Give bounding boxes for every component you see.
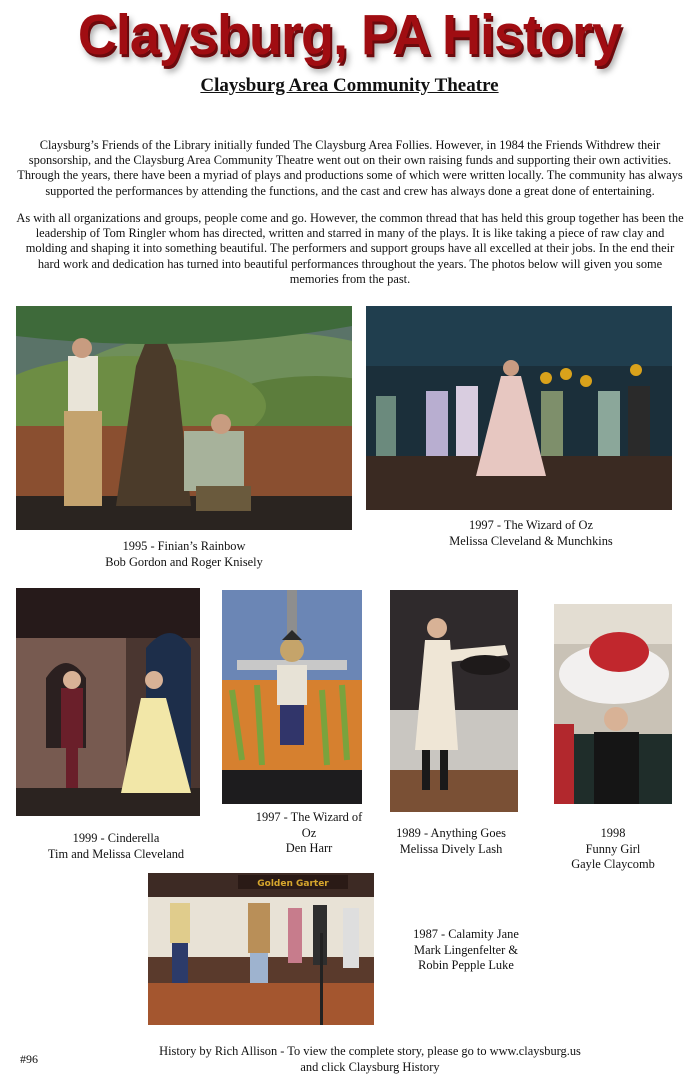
photo-funny-girl	[554, 604, 672, 804]
golden-garter-sign: Golden Garter	[257, 879, 329, 889]
photo-wizard-of-oz-scarecrow	[222, 590, 362, 804]
caption-wizard-of-oz-munchkins: 1997 - The Wizard of Oz Melissa Cleveland & Munchkins	[449, 518, 613, 548]
caption-anything-goes: 1989 - Anything Goes Melissa Dively Lash	[396, 826, 506, 856]
caption-funny-girl: 1998 Funny Girl Gayle Claycomb	[571, 826, 655, 871]
caption-wizard-of-oz-scarecrow: 1997 - The Wizard of Oz Den Harr	[255, 810, 363, 855]
photo-wizard-of-oz-munchkins	[366, 306, 672, 510]
page-subtitle: Claysburg Area Community Theatre	[200, 75, 499, 96]
caption-calamity-jane: 1987 - Calamity Jane Mark Lingenfelter & Robin Pepple Luke	[413, 927, 519, 972]
footer-credit: History by Rich Allison - To view the complete story, please go to www.claysburg.us and click Claysburg History	[159, 1044, 581, 1074]
photo-calamity-jane	[148, 873, 374, 1025]
page-number: #96	[20, 1052, 38, 1066]
photo-finians-rainbow	[16, 306, 352, 530]
intro-paragraph-1: Claysburg’s Friends of the Library initially funded The Claysburg Area Follies. However, in 1984 the Friends Withdrew their sponsorship, and the Claysburg Area Community Theatre went out on their own raising funds and supporting their own activities. Through the years, there have been a myriad of plays and productions some of which were written locally. The community has always supported the performances by attending the functions, and the cast and crew has always done a great done of entertaining.	[17, 138, 683, 198]
page-title: Claysburg, PA History	[77, 3, 622, 67]
caption-finians-rainbow: 1995 - Finian’s Rainbow Bob Gordon and Roger Knisely	[105, 539, 263, 569]
photo-cinderella	[16, 588, 200, 816]
intro-paragraph-2: As with all organizations and groups, people come and go. However, the common thread that has held this group together has been the leadership of Tom Ringler whom has directed, written and starred in many of the plays. It is like taking a piece of raw clay and molding and shaping it into something beautiful. The performers and support groups have all excelled at their jobs. In the end their hard work and dedication has turned into beautiful performances throughout the years. The photos below will given you some memories from the past.	[16, 211, 684, 286]
caption-cinderella: 1999 - Cinderella Tim and Melissa Cleveland	[47, 831, 185, 861]
photo-anything-goes	[390, 590, 518, 812]
